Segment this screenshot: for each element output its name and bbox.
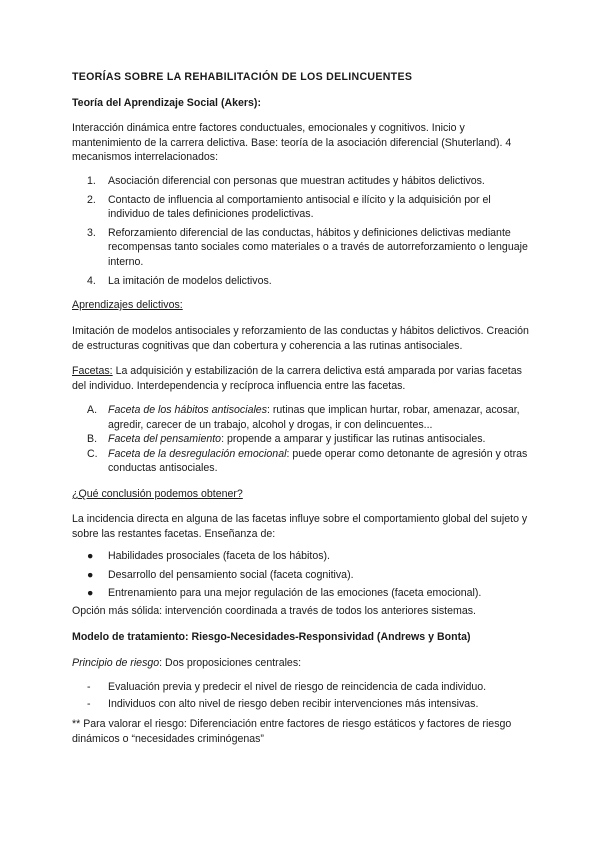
list-item-text: Asociación diferencial con personas que muestran actitudes y hábitos delictivos. (108, 175, 485, 187)
document-title: TEORÍAS SOBRE LA REHABILITACIÓN DE LOS DELINCUENTES (72, 71, 413, 83)
list-item-text: Evaluación previa y predecir el nivel de riesgo de reincidencia de cada individuo. (108, 681, 487, 693)
list-item (72, 447, 532, 476)
list-item-text: Contacto de influencia al comportamiento antisocial e ilícito y la adquisición por el individuo de tales definiciones prodelictivas. (108, 193, 491, 221)
list-marker: 2. (87, 193, 96, 206)
list-marker: B. (87, 433, 98, 446)
list-marker: 1. (87, 175, 96, 187)
faceta-text: : puede operar como detonante de agresión y otras conductas antisociales. (108, 447, 528, 475)
list-item-text: Habilidades prosociales (faceta de los hábitos). (108, 550, 331, 562)
facetas-text: La adquisición y estabilización de la carrera delictiva está amparada por varias facetas del individuo. Interdependencia y recíproca influencia entre las facetas. (72, 365, 522, 392)
list-item (72, 549, 532, 564)
akers-intro: Interacción dinámica entre factores conductuales, emocionales y cognitivos. Inicio y mantenimiento de la carrera delictiva. Base: teoría de la asociación diferencial (Shuterland). 4 mecanismos interrelacionados: (72, 122, 512, 164)
list-item (72, 680, 532, 695)
principle-paragraph (72, 656, 532, 671)
list-item-text: La imitación de modelos delictivos. (108, 274, 272, 287)
list-item-text: Individuos con alto nivel de riesgo deben recibir intervenciones más intensivas. (108, 697, 479, 710)
faceta-text: : rutinas que implican hurtar, robar, amenazar, acosar, agredir, carecer de un trabajo, alcohol y drogas, ir con delincuentes... (108, 404, 520, 431)
modelo-heading: Modelo de tratamiento: Riesgo-Necesidades-Responsividad (Andrews y Bonta) (72, 631, 471, 643)
faceta-term: Faceta de los hábitos antisociales (108, 404, 267, 416)
list-marker: 3. (87, 226, 96, 239)
akers-heading: Teoría del Aprendizaje Social (Akers): (72, 97, 261, 109)
list-item-text: Reforzamiento diferencial de las conductas, hábitos y definiciones delictivas mediante recompensas tanto sociales como materiales o a través de autorreforzamiento o lenguaje interno. (108, 226, 528, 268)
ensenanza-list (72, 549, 532, 605)
list-marker: A. (87, 404, 98, 416)
faceta-term: Faceta de la desregulación emocional (108, 447, 287, 460)
list-item (72, 193, 532, 222)
bullet-marker: ● (87, 587, 94, 600)
list-marker: 4. (87, 274, 96, 287)
list-item (72, 274, 532, 289)
list-item-text: Entrenamiento para una mejor regulación de las emociones (faceta emocional). (108, 587, 482, 600)
riesgo-list (72, 680, 532, 711)
conclusion-text: La incidencia directa en alguna de las facetas influye sobre el comportamiento global del sujeto y sobre las restantes facetas. Enseñanza de: (72, 513, 528, 540)
aprendizajes-heading: Aprendizajes delictivos: (72, 299, 183, 311)
list-item (72, 568, 532, 583)
list-item (72, 697, 532, 712)
list-item (72, 403, 532, 432)
dash-marker: - (87, 681, 91, 693)
faceta-term: Faceta del pensamiento (108, 433, 222, 446)
conclusion-heading: ¿Qué conclusión podemos obtener? (72, 488, 243, 500)
facetas-list (72, 403, 532, 476)
dash-marker: - (87, 697, 91, 710)
option-text: Opción más sólida: intervención coordinada a través de todos los anteriores sistemas. (72, 605, 476, 617)
list-item (72, 174, 532, 189)
principle-label: Principio de riesgo (72, 657, 160, 669)
list-item (72, 432, 532, 447)
list-item (72, 226, 532, 270)
mechanisms-list (72, 174, 532, 292)
note-text: ** Para valorar el riesgo: Diferenciación entre factores de riesgo estáticos y factores de riesgo dinámicos o “necesidades criminógenas” (72, 718, 512, 745)
list-marker: C. (87, 447, 98, 460)
faceta-text: : propende a amparar y justificar las rutinas antisociales. (221, 433, 486, 446)
list-item-text: Desarrollo del pensamiento social (faceta cognitiva). (108, 568, 354, 581)
facetas-paragraph (72, 364, 532, 393)
aprendizajes-text: Imitación de modelos antisociales y reforzamiento de las conductas y hábitos delictivos. Creación de estructuras cognitivas que dan cobertura y coherencia a las rutinas antisociales. (72, 325, 529, 352)
list-item (72, 586, 532, 601)
facetas-label: Facetas: (72, 365, 113, 377)
principle-text: : Dos proposiciones centrales: (159, 657, 302, 669)
bullet-marker: ● (87, 550, 94, 562)
bullet-marker: ● (87, 568, 94, 581)
